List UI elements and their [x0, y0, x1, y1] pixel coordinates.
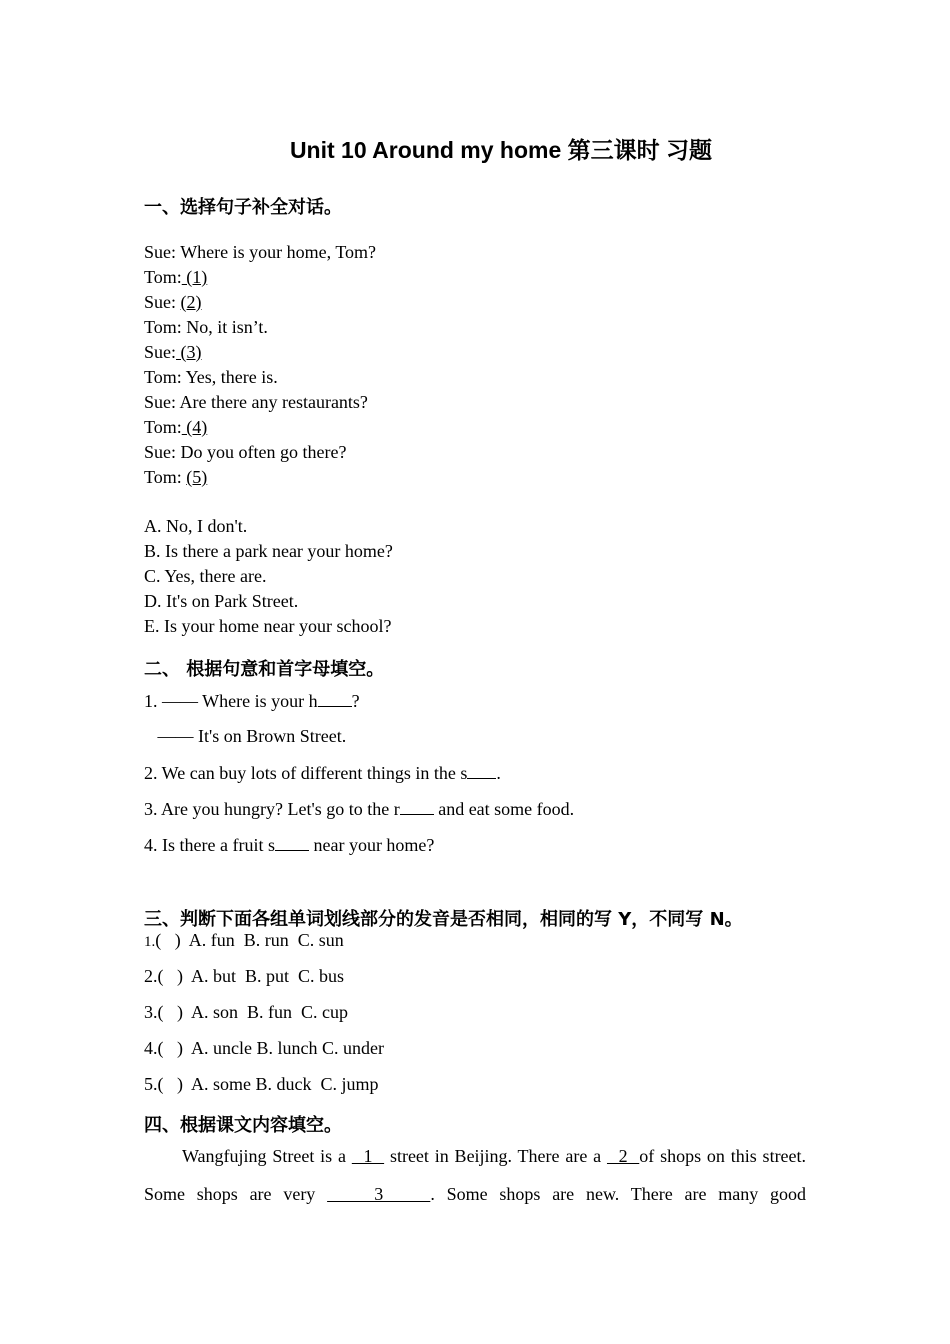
answer-blank: (2): [180, 292, 202, 312]
speaker: Sue:: [144, 442, 177, 462]
dialogue-line: [144, 242, 376, 263]
fill-question-4: [144, 834, 434, 856]
answer-blank: (5): [186, 467, 208, 487]
item-number: 1.: [144, 934, 156, 950]
passage-text: . Some shops are new. There are many good: [430, 1184, 806, 1204]
option-item: C. Yes, there are.: [144, 566, 267, 586]
pronunciation-item: [144, 930, 344, 951]
option-item: B. Is there a park near your home?: [144, 541, 393, 561]
speaker: Sue:: [144, 392, 177, 412]
section-1-heading: 一、选择句子补全对话。: [144, 197, 342, 218]
speaker: Sue:: [144, 242, 177, 262]
answer-blank: (1): [181, 267, 208, 287]
item-text: ( ) A. some B. duck C. jump: [157, 1074, 379, 1094]
answer-blank: (3): [176, 342, 202, 362]
item-number: 2.: [144, 966, 158, 986]
question-text: and eat some food.: [433, 799, 575, 819]
dialogue-line: [144, 342, 202, 363]
speaker: Sue:: [144, 342, 177, 362]
option-item: D. It's on Park Street.: [144, 591, 299, 611]
speaker: Tom:: [144, 417, 182, 437]
question-text: 4. Is there a fruit s: [144, 835, 275, 855]
speaker: Tom:: [144, 467, 182, 487]
item-text: ( ) A. fun B. run C. sun: [155, 930, 344, 950]
passage-line-1: [144, 1137, 806, 1213]
pronunciation-item: [144, 1074, 379, 1095]
speaker: Sue:: [144, 292, 177, 312]
item-number: 4.: [144, 1038, 158, 1058]
pronunciation-item: [144, 1002, 348, 1023]
speaker: Tom:: [144, 317, 182, 337]
item-text: ( ) A. son B. fun C. cup: [157, 1002, 348, 1022]
fill-blank: [318, 690, 352, 707]
fill-blank: [467, 762, 496, 779]
dialogue-line: [144, 367, 278, 388]
section-2-heading: 二、 根据句意和首字母填空。: [144, 659, 385, 680]
question-text: near your home?: [308, 835, 435, 855]
fill-blank: [400, 798, 434, 815]
section-3-heading: 三、判断下面各组单词划线部分的发音是否相同，相同的写 Y，不同写 N。: [144, 909, 743, 930]
passage-text: of shops on this street. Some shops are very: [144, 1146, 807, 1204]
passage-blank: 2: [606, 1146, 640, 1166]
dialogue-text: Are there any restaurants?: [176, 392, 368, 412]
pronunciation-item: [144, 966, 344, 987]
passage-blank: 1: [351, 1146, 385, 1166]
pronunciation-item: [144, 1038, 384, 1059]
question-text: .: [496, 763, 501, 783]
page-title: Unit 10 Around my home 第三课时 习题: [289, 137, 713, 163]
option-item: E. Is your home near your school?: [144, 616, 392, 636]
dialogue-line: [144, 442, 346, 463]
speaker: Tom:: [144, 367, 182, 387]
dialogue-line: [144, 267, 207, 288]
fill-question-3: [144, 798, 574, 820]
dialogue-line: [144, 317, 268, 338]
passage-blank: 3: [327, 1184, 431, 1204]
dialogue-line: [144, 417, 207, 438]
dialogue-text: Do you often go there?: [176, 442, 347, 462]
dialogue-text: Where is your home, Tom?: [176, 242, 377, 262]
answer-blank: (4): [181, 417, 208, 437]
fill-question-1a: [144, 690, 360, 712]
section-4-heading: 四、根据课文内容填空。: [144, 1115, 342, 1136]
question-text: 1. —— Where is your h: [144, 691, 318, 711]
dialogue-text: Yes, there is.: [181, 367, 278, 387]
fill-blank: [275, 834, 309, 851]
item-text: ( ) A. uncle B. lunch C. under: [157, 1038, 384, 1058]
item-text: ( ) A. but B. put C. bus: [157, 966, 345, 986]
item-number: 5.: [144, 1074, 158, 1094]
fill-question-2: [144, 762, 501, 784]
dialogue-text: No, it isn’t.: [181, 317, 268, 337]
dialogue-line: [144, 392, 368, 413]
dialogue-line: [144, 467, 207, 488]
question-text: ?: [351, 691, 360, 711]
passage-text: Wangfujing Street is a: [182, 1146, 346, 1166]
option-item: A. No, I don't.: [144, 516, 248, 536]
question-text: 3. Are you hungry? Let's go to the r: [144, 799, 400, 819]
dialogue-line: [144, 292, 202, 313]
speaker: Tom:: [144, 267, 182, 287]
item-number: 3.: [144, 1002, 158, 1022]
fill-question-1b: —— It's on Brown Street.: [144, 726, 347, 746]
question-text: 2. We can buy lots of different things in the s: [144, 763, 468, 783]
passage-text: street in Beijing. There are a: [389, 1146, 602, 1166]
